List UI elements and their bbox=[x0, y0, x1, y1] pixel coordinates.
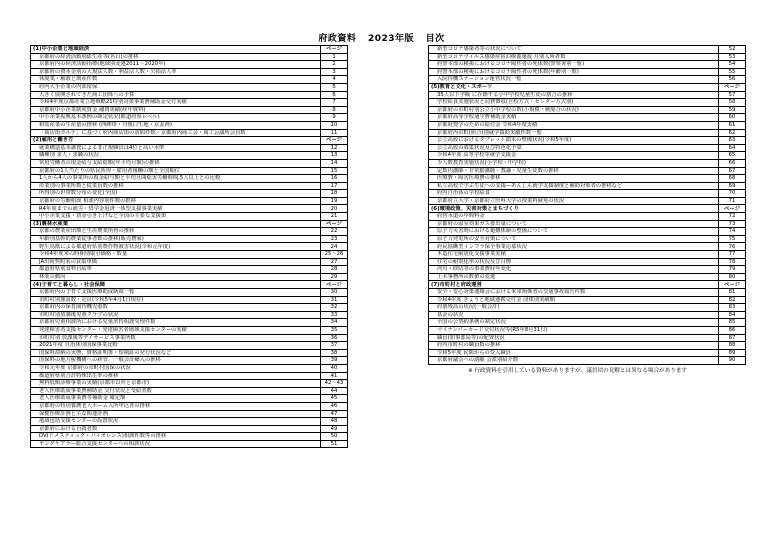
toc-row bbox=[429, 213, 746, 221]
toc-row bbox=[31, 76, 348, 84]
toc-item-page: 90 bbox=[719, 357, 746, 365]
section-header-row bbox=[31, 46, 348, 54]
toc-row bbox=[429, 144, 746, 152]
toc-table-left bbox=[30, 45, 348, 448]
toc-item-title: 常用労働者の現金給与支給総額(年平均月額)の推移 bbox=[31, 159, 321, 167]
toc-item-page: 62 bbox=[719, 129, 746, 137]
toc-row bbox=[31, 251, 348, 259]
toc-item-title: 大きく展開されてきた商工団体への予算 bbox=[31, 91, 321, 99]
toc-item-title: 京都府議会への請願 会派別紹介数 bbox=[429, 357, 719, 365]
toc-table-right bbox=[428, 45, 746, 365]
toc-item-page: 41 bbox=[321, 372, 348, 380]
toc-row bbox=[429, 53, 746, 61]
toc-item-title: 河川・砂防等の事業費経年変化 bbox=[429, 266, 719, 274]
title-year: 2023年版 bbox=[367, 34, 415, 44]
toc-item-page: 25～26 bbox=[321, 251, 348, 259]
toc-row bbox=[31, 289, 348, 297]
toc-item-page: 2 bbox=[321, 61, 348, 69]
toc-row bbox=[429, 114, 746, 122]
document-title bbox=[0, 31, 763, 44]
toc-row bbox=[31, 387, 348, 395]
toc-row bbox=[31, 319, 348, 327]
toc-item-title: 老人医療助成事業費等補助金 確定額 bbox=[31, 395, 321, 403]
toc-item-page: 61 bbox=[719, 121, 746, 129]
toc-row bbox=[429, 251, 746, 259]
toc-item-title: 発達障害者支援センター・発達障害者圏域支援センターの実績 bbox=[31, 326, 321, 334]
toc-item-title: 休廃業・解散と倒産件数 bbox=[31, 76, 321, 84]
toc-row bbox=[31, 395, 348, 403]
toc-item-title: 土木事務所の数値の変遷 bbox=[429, 273, 719, 281]
toc-item-title: 京都府の労働相談 相談内容別件数の推移 bbox=[31, 197, 321, 205]
toc-item-page: 48 bbox=[321, 418, 348, 426]
toc-item-title: 京都府の資本金別の大規法人数・利益法人数・欠損法人率 bbox=[31, 68, 321, 76]
toc-row bbox=[429, 106, 746, 114]
toc-item-page: 27 bbox=[321, 258, 348, 266]
section-heading: (6)環境政策、災害対策とまちづくり bbox=[429, 205, 719, 213]
toc-item-title: 入院待機ステーション運営状況一覧 bbox=[429, 76, 719, 84]
toc-row bbox=[31, 425, 348, 433]
toc-item-title: 都道府県別食料自給率 bbox=[31, 266, 321, 274]
toc-row bbox=[31, 342, 348, 350]
toc-row bbox=[429, 129, 746, 137]
toc-item-page: 54 bbox=[719, 61, 746, 69]
toc-item-title: 中小企業支援・賃金引き上げなど全国の主要な支援策 bbox=[31, 213, 321, 221]
toc-item-title: 京都府の1人当たりの県民所得・雇用者報酬の額と全国順位 bbox=[31, 167, 321, 175]
toc-row bbox=[31, 68, 348, 76]
toc-item-page: 77 bbox=[719, 251, 746, 259]
toc-row bbox=[31, 83, 348, 91]
toc-item-title: 林業の動向 bbox=[31, 273, 321, 281]
toc-item-page: 84 bbox=[719, 311, 746, 319]
toc-item-title: 就業構造基本調査による非正規職員は4位と高い水準 bbox=[31, 144, 321, 152]
toc-item-page: 58 bbox=[719, 99, 746, 107]
toc-item-title: ヤングケアラー総合支援センターへの相談状況 bbox=[31, 440, 321, 448]
toc-item-page: 60 bbox=[719, 114, 746, 122]
toc-item-title: 中小企業振興基本条例の制定状況(都道府県レベル) bbox=[31, 114, 321, 122]
toc-item-page: 76 bbox=[719, 243, 746, 251]
toc-row bbox=[429, 220, 746, 228]
toc-item-title: 京都府内の経済活動指標(地域別変遷2011～2020年) bbox=[31, 61, 321, 69]
toc-item-title: 京都府内の保育園待機児童数 bbox=[31, 304, 321, 312]
toc-item-title: 京都府の市町村別公立小中学校の数(小規模・統廃合の状況) bbox=[429, 106, 719, 114]
toc-item-page: 55 bbox=[719, 68, 746, 76]
toc-row bbox=[429, 152, 746, 160]
toc-row bbox=[429, 311, 746, 319]
toc-row bbox=[429, 289, 746, 297]
toc-item-title: 基金の状況 bbox=[429, 311, 719, 319]
title-toc: 目次 bbox=[425, 34, 445, 44]
toc-row bbox=[31, 106, 348, 114]
toc-item-title: 安全・安心対策連絡会における米軍関係者の交通事故報告件数 bbox=[429, 289, 719, 297]
toc-item-title: 定数内講師・非常勤講師・教諭・児童生徒数の推移 bbox=[429, 167, 719, 175]
toc-item-title: 職種別 求人・求職の状況 bbox=[31, 152, 321, 160]
toc-row bbox=[429, 258, 746, 266]
toc-item-title: 京都府高等学校通学費補助金実績 bbox=[429, 114, 719, 122]
toc-item-page: 17 bbox=[321, 182, 348, 190]
toc-item-page: 83 bbox=[719, 304, 746, 312]
toc-item-title: 令和4年度 きょうと地域連携交付金 団体別実績額 bbox=[429, 296, 719, 304]
section-heading: (7)市町村と府政運営 bbox=[429, 281, 719, 289]
toc-item-title: 医療費・障害医療費の推移 bbox=[429, 175, 719, 183]
toc-item-title: 市町村別 放課後等デイサービス事業所数 bbox=[31, 334, 321, 342]
toc-row bbox=[31, 402, 348, 410]
toc-item-page: 15 bbox=[321, 167, 348, 175]
toc-item-page: 57 bbox=[719, 91, 746, 99]
toc-item-title: 地域包括支援センターの設置状況 bbox=[31, 418, 321, 426]
toc-row bbox=[31, 129, 348, 137]
toc-row bbox=[31, 296, 348, 304]
toc-row bbox=[31, 266, 348, 274]
toc-item-title: 都道府県別合計特殊出生率の推移 bbox=[31, 372, 321, 380]
toc-row bbox=[429, 167, 746, 175]
toc-row bbox=[429, 334, 746, 342]
toc-item-title: 京都府中小企業制度資金 融資実績(経年資料) bbox=[31, 106, 321, 114]
toc-item-page: 80 bbox=[719, 273, 746, 281]
toc-item-title: 木造住宅耐震化支援事業実績 bbox=[429, 251, 719, 259]
toc-item-page: 87 bbox=[719, 334, 746, 342]
toc-row bbox=[31, 273, 348, 281]
toc-item-page: 49 bbox=[321, 425, 348, 433]
toc-row bbox=[429, 326, 746, 334]
toc-item-title: 京都府内の子育て支援医療助成制度一覧 bbox=[31, 289, 321, 297]
toc-item-page: 70 bbox=[719, 190, 746, 198]
toc-row bbox=[429, 121, 746, 129]
toc-row bbox=[31, 372, 348, 380]
toc-item-page: 72 bbox=[719, 213, 746, 221]
toc-item-page: 59 bbox=[719, 106, 746, 114]
page-column-header: ページ bbox=[321, 137, 348, 145]
toc-item-title: DV(ドメスティック・バイオレンス)相談件数等の推移 bbox=[31, 433, 321, 441]
toc-item-title: 府警本部の検視におけるコロナ陽性者の死体数(年齢別一覧) bbox=[429, 68, 719, 76]
section-heading: (3)農林水産業 bbox=[31, 220, 321, 228]
toc-item-page: 16 bbox=[321, 175, 348, 183]
toc-item-title: 35人以下学級 に在籍する小中学校児童生徒の割合の推移 bbox=[429, 91, 719, 99]
toc-item-title: 保健医療計画と主な関連計画 bbox=[31, 410, 321, 418]
toc-row bbox=[429, 175, 746, 183]
toc-item-page: 7 bbox=[321, 99, 348, 107]
page-column-header: ページ bbox=[321, 281, 348, 289]
toc-item-page: 31 bbox=[321, 296, 348, 304]
toc-item-page: 12 bbox=[321, 144, 348, 152]
toc-item-page: 82 bbox=[719, 296, 746, 304]
toc-item-title: 学校給食実施状況と同費徴収(自校方式・センター方式別) bbox=[429, 99, 719, 107]
toc-item-page: 47 bbox=[321, 410, 348, 418]
toc-item-title: 「商店街カルテ」に基づく府内商店街の訪問件数／京都府内商工会・商工会議所会員数 bbox=[31, 129, 321, 137]
toc-item-page: 69 bbox=[719, 182, 746, 190]
toc-item-page: 86 bbox=[719, 326, 746, 334]
toc-item-page: 81 bbox=[719, 289, 746, 297]
toc-item-title: 京都府の経済活動別総生産等(名目)の推移 bbox=[31, 53, 321, 61]
toc-item-title: 府内市町村の職員数の推移 bbox=[429, 342, 719, 350]
section-header-row bbox=[31, 137, 348, 145]
toc-row bbox=[31, 440, 348, 448]
section-heading: (2)雇用と働き方 bbox=[31, 137, 321, 145]
toc-item-page: 85 bbox=[719, 319, 746, 327]
toc-row bbox=[31, 418, 348, 426]
toc-row bbox=[31, 175, 348, 183]
toc-row bbox=[429, 46, 746, 54]
toc-row bbox=[429, 235, 746, 243]
toc-item-page: 9 bbox=[321, 114, 348, 122]
toc-item-page: 37 bbox=[321, 342, 348, 350]
toc-item-title: 令和4年度 高等学校等就学支援金 bbox=[429, 152, 719, 160]
toc-item-title: 私立高校で学ぶ生徒への支援―あんしん就学支援制度と補助対象者の推移など bbox=[429, 182, 719, 190]
toc-item-page: 63 bbox=[719, 137, 746, 145]
section-header-row bbox=[429, 281, 746, 289]
toc-item-title: R4年度までの就労・奨学金返済一体型支援事業実績 bbox=[31, 205, 321, 213]
section-header-row bbox=[429, 83, 746, 91]
section-header-row bbox=[31, 220, 348, 228]
toc-row bbox=[429, 243, 746, 251]
toc-row bbox=[31, 304, 348, 312]
toc-row bbox=[429, 349, 746, 357]
toc-item-page: 35 bbox=[321, 326, 348, 334]
toc-item-page: 74 bbox=[719, 228, 746, 236]
toc-row bbox=[31, 53, 348, 61]
toc-item-title: 令和元年度 京都府の市町村国保の状況 bbox=[31, 364, 321, 372]
toc-item-title: 京都府内市町(組合)別就学援助実績件数一覧 bbox=[429, 129, 719, 137]
toc-item-title: 京都府立大学・京都府立医科大学の授業料減免の状況 bbox=[429, 197, 719, 205]
toc-row bbox=[429, 91, 746, 99]
toc-item-title: 京都府の温室効果ガス排出量について bbox=[429, 220, 719, 228]
toc-item-title: 和装産業の生産量の推移 (西陣帯・丹後白生地・京友禅) bbox=[31, 121, 321, 129]
toc-item-page: 71 bbox=[719, 197, 746, 205]
toc-item-page: 22 bbox=[321, 228, 348, 236]
toc-item-page: 38 bbox=[321, 349, 348, 357]
toc-item-title: 京都府奨学のための給付金 令和4年度実績 bbox=[429, 121, 719, 129]
toc-item-page: 45 bbox=[321, 395, 348, 403]
toc-item-page: 66 bbox=[719, 159, 746, 167]
toc-item-page: 19 bbox=[321, 197, 348, 205]
toc-item-page: 13 bbox=[321, 152, 348, 160]
footnote: ※ 行政資料を引用している資料がありますが、議員団の見解とは異なる場合があります bbox=[468, 367, 688, 374]
toc-item-title: 府内大手企業の内部留保 bbox=[31, 83, 321, 91]
section-header-row bbox=[429, 205, 746, 213]
toc-row bbox=[429, 159, 746, 167]
toc-item-page: 64 bbox=[719, 144, 746, 152]
toc-item-page: 79 bbox=[719, 266, 746, 274]
toc-item-title: 府債残高の状況(一般会計) bbox=[429, 304, 719, 312]
toc-item-title: マイナンバーカード交付状況等(R5年8月31日) bbox=[429, 326, 719, 334]
toc-row bbox=[31, 144, 348, 152]
toc-item-title: 無料低額診療事業の実績(京都市以外と京都市) bbox=[31, 380, 321, 388]
toc-item-title: 京都府の特別養護老人ホーム入所申込者の推移 bbox=[31, 402, 321, 410]
toc-row bbox=[31, 152, 348, 160]
toc-row bbox=[31, 114, 348, 122]
toc-row bbox=[429, 76, 746, 84]
toc-item-page: 67 bbox=[719, 167, 746, 175]
toc-row bbox=[429, 190, 746, 198]
toc-item-page: 51 bbox=[321, 440, 348, 448]
toc-row bbox=[31, 205, 348, 213]
toc-item-page: 14 bbox=[321, 159, 348, 167]
toc-item-page: 75 bbox=[719, 235, 746, 243]
toc-item-page: 44 bbox=[321, 387, 348, 395]
toc-row bbox=[31, 433, 348, 441]
toc-row bbox=[429, 68, 746, 76]
toc-item-page: 5 bbox=[321, 83, 348, 91]
toc-item-title: 新型コロナウイルス感染症宿泊療養施設 月別入所者数 bbox=[429, 53, 719, 61]
toc-row bbox=[31, 121, 348, 129]
toc-row bbox=[31, 91, 348, 99]
toc-item-title: 国保料滞納の実態、資格証明書・短期証の発行状況など bbox=[31, 349, 321, 357]
toc-row bbox=[31, 235, 348, 243]
toc-item-page: 24 bbox=[321, 243, 348, 251]
toc-item-page: 4 bbox=[321, 76, 348, 84]
toc-item-page: 10 bbox=[321, 121, 348, 129]
right-column bbox=[428, 45, 746, 374]
toc-row bbox=[31, 61, 348, 69]
toc-row bbox=[31, 99, 348, 107]
toc-item-page: 52 bbox=[719, 46, 746, 54]
toc-item-page: 11 bbox=[321, 129, 348, 137]
toc-item-title: JA出荷契約米の買取単価 bbox=[31, 258, 321, 266]
toc-item-page: 56 bbox=[719, 76, 746, 84]
toc-row bbox=[31, 349, 348, 357]
toc-item-title: 年齢別基幹的農業従事者数の推移(販売農家) bbox=[31, 235, 321, 243]
toc-row bbox=[31, 410, 348, 418]
toc-row bbox=[31, 364, 348, 372]
toc-item-title: 住宅の耐震化率の状況及び目標 bbox=[429, 258, 719, 266]
toc-item-title: 公立高校におけるタブレット端末の整備状況(令和5年度) bbox=[429, 137, 719, 145]
toc-row bbox=[429, 304, 746, 312]
toc-row bbox=[31, 197, 348, 205]
toc-item-page: 42～43 bbox=[321, 380, 348, 388]
toc-item-title: 京都の農業産出額と生産農業所得の推移 bbox=[31, 228, 321, 236]
page-column-header: ページ bbox=[719, 205, 746, 213]
toc-item-title: 野生鳥獣による都道府県別農作物被害状況(令和元年度) bbox=[31, 243, 321, 251]
toc-row bbox=[31, 228, 348, 236]
toc-item-page: 50 bbox=[321, 433, 348, 441]
toc-item-page: 73 bbox=[719, 220, 746, 228]
toc-item-page: 89 bbox=[719, 349, 746, 357]
toc-item-page: 46 bbox=[321, 402, 348, 410]
toc-item-page: 29 bbox=[321, 273, 348, 281]
toc-item-title: 市町村別放課後児童クラブの状況 bbox=[31, 311, 321, 319]
toc-row bbox=[429, 61, 746, 69]
page-column-header: ページ bbox=[321, 46, 348, 54]
toc-item-title: 新型コロナ感染者等の状況について bbox=[429, 46, 719, 54]
toc-item-title: 府民協働型インフラ保全事業応募状況 bbox=[429, 243, 719, 251]
toc-item-page: 32 bbox=[321, 304, 348, 312]
toc-item-title: 府内自治体の学校給食 bbox=[429, 190, 719, 198]
toc-item-page: 33 bbox=[321, 311, 348, 319]
toc-row bbox=[31, 311, 348, 319]
toc-item-page: 3 bbox=[321, 68, 348, 76]
toc-row bbox=[429, 273, 746, 281]
toc-row bbox=[31, 159, 348, 167]
toc-row bbox=[31, 380, 348, 388]
toc-item-page: 88 bbox=[719, 342, 746, 350]
toc-row bbox=[31, 326, 348, 334]
title-main: 府政資料 bbox=[318, 34, 357, 44]
toc-item-page: 23 bbox=[321, 235, 348, 243]
toc-item-page: 6 bbox=[321, 91, 348, 99]
toc-item-page: 36 bbox=[321, 334, 348, 342]
toc-item-title: 原子力災害時における避難体制の整備について bbox=[429, 228, 719, 236]
toc-item-title: 京都府児童相談所における児童虐待相談受理件数 bbox=[31, 319, 321, 327]
toc-item-title: 令和4年度京都産業立地戦略21特別対策事業費補助金交付実績 bbox=[31, 99, 321, 107]
toc-row bbox=[429, 99, 746, 107]
toc-item-title: 2021年度 自治体別国保事業比較 bbox=[31, 342, 321, 350]
page-column-header: ページ bbox=[719, 83, 746, 91]
toc-item-title: 国保料の地方税機構への移管、一般会計繰入の推移 bbox=[31, 357, 321, 365]
toc-item-title: 原子力発電所の安全対策について bbox=[429, 235, 719, 243]
toc-row bbox=[429, 357, 746, 365]
left-column bbox=[30, 45, 348, 448]
toc-item-title: 令和5年度 民間からの受入職員 bbox=[429, 349, 719, 357]
toc-item-page: 34 bbox=[321, 319, 348, 327]
toc-row bbox=[429, 197, 746, 205]
toc-row bbox=[31, 243, 348, 251]
toc-item-page: 78 bbox=[719, 258, 746, 266]
toc-row bbox=[31, 213, 348, 221]
toc-item-page: 28 bbox=[321, 266, 348, 274]
toc-row bbox=[31, 182, 348, 190]
toc-row bbox=[31, 258, 348, 266]
toc-row bbox=[429, 137, 746, 145]
toc-item-title: 公立高校の募集状況及び特色化予算 bbox=[429, 144, 719, 152]
toc-row bbox=[31, 357, 348, 365]
toc-item-page: 21 bbox=[321, 213, 348, 221]
toc-item-title: 1人から4人の事業所の現金給与額と平均月間総実労働時間,5人以上との比較 bbox=[31, 175, 321, 183]
toc-item-page: 8 bbox=[321, 106, 348, 114]
toc-row bbox=[429, 228, 746, 236]
toc-item-page: 65 bbox=[719, 152, 746, 160]
toc-item-title: 府警本部の検視におけるコロナ陽性者の死体数(警察署別一覧) bbox=[429, 61, 719, 69]
section-heading: (1)中小企業と地域経済 bbox=[31, 46, 321, 54]
toc-item-title: 全国の公契約条例の制定状況 bbox=[429, 319, 719, 327]
page-column-header: ページ bbox=[321, 220, 348, 228]
toc-item-title: 産業別の事業所数と従業員数の推移 bbox=[31, 182, 321, 190]
toc-item-title: 京都府における自殺者数 bbox=[31, 425, 321, 433]
toc-row bbox=[31, 334, 348, 342]
toc-item-page: 1 bbox=[321, 53, 348, 61]
toc-row bbox=[31, 167, 348, 175]
section-heading: (5)教育と文化・スポーツ bbox=[429, 83, 719, 91]
toc-row bbox=[429, 342, 746, 350]
page-column-header: ページ bbox=[719, 281, 746, 289]
toc-item-page: 39 bbox=[321, 357, 348, 365]
toc-row bbox=[429, 319, 746, 327]
toc-item-title: 府営水道の年間料金 bbox=[429, 213, 719, 221]
toc-row bbox=[429, 266, 746, 274]
toc-item-page: 53 bbox=[719, 53, 746, 61]
toc-item-title: 市町村別施設数・定員(令和5年4月1日現在) bbox=[31, 296, 321, 304]
toc-row bbox=[429, 296, 746, 304]
toc-item-title: 職員(知事部局等)の配置状況 bbox=[429, 334, 719, 342]
toc-item-title: 令和4年度米の時期別取引価格・数量 bbox=[31, 251, 321, 259]
section-heading: (4)子育てと暮らし・社会保障 bbox=[31, 281, 321, 289]
toc-item-page: 40 bbox=[321, 364, 348, 372]
toc-item-page: 68 bbox=[719, 175, 746, 183]
toc-item-page: 20 bbox=[321, 205, 348, 213]
toc-item-page: 30 bbox=[321, 289, 348, 297]
toc-row bbox=[429, 182, 746, 190]
toc-row bbox=[31, 190, 348, 198]
section-header-row bbox=[31, 281, 348, 289]
toc-item-title: 少人数教育実施状況(小学校・中学校) bbox=[429, 159, 719, 167]
toc-item-page: 18 bbox=[321, 190, 348, 198]
toc-item-title: 所得別の世帯数分布の変化(全国) bbox=[31, 190, 321, 198]
toc-item-title: 老人医療助成事業費補助金 交付状況と受給者数 bbox=[31, 387, 321, 395]
